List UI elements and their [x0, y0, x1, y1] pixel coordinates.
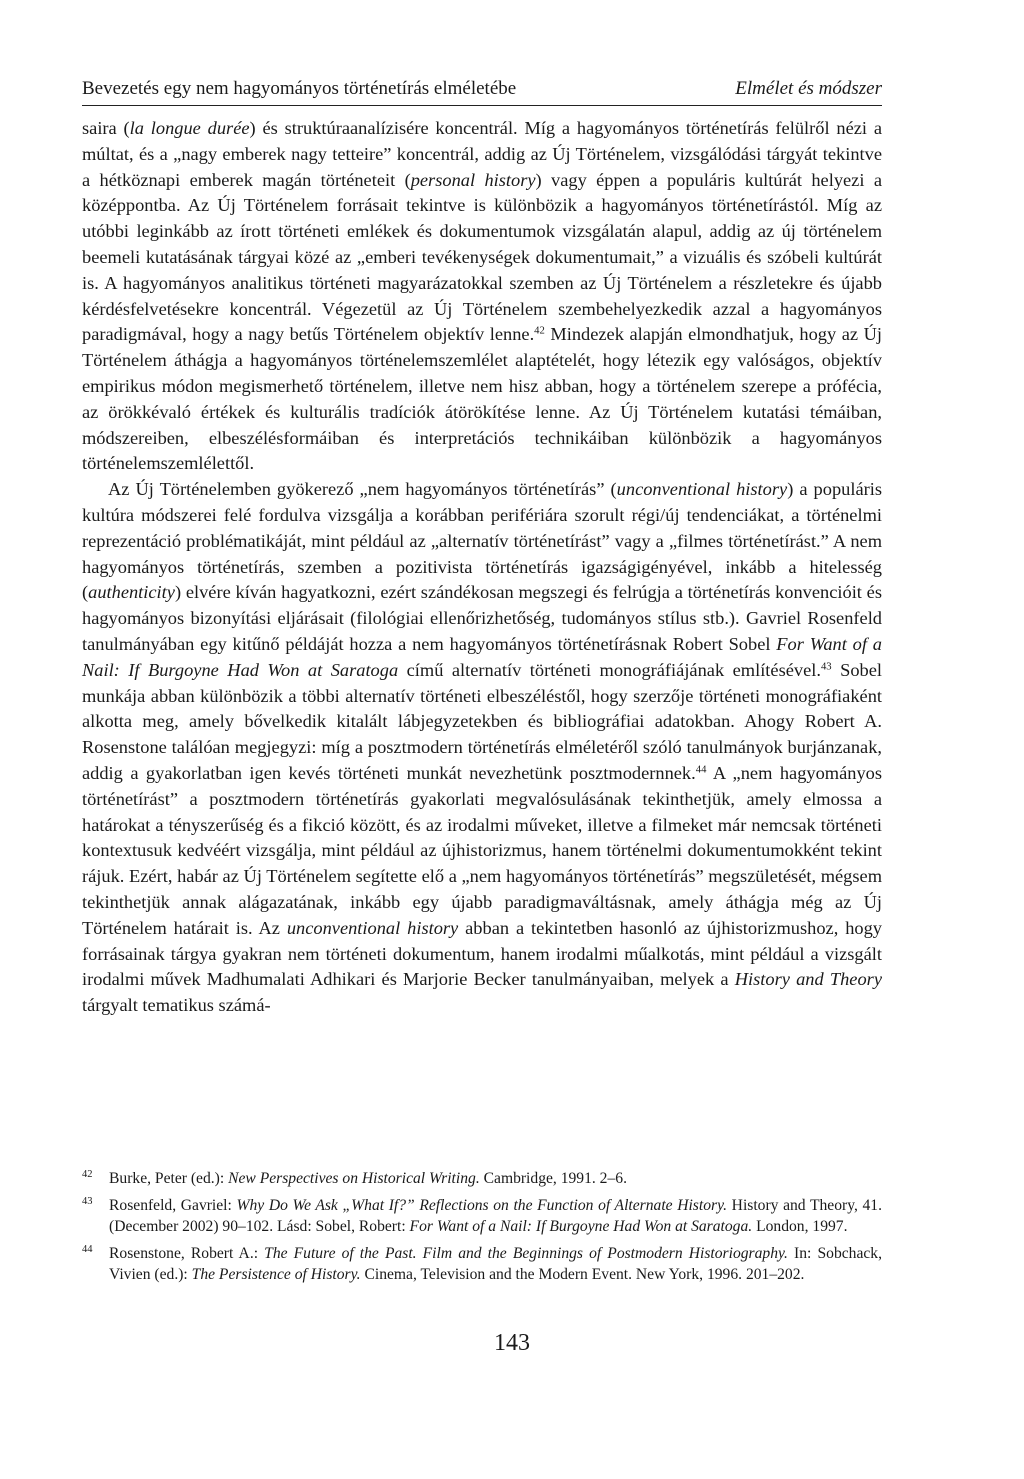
running-head-title: Bevezetés egy nem hagyományos történetírás elméletébe: [82, 78, 517, 99]
footnotes: [82, 1168, 882, 1291]
text-run: Cinema, Television and the Modern Event. New York, 1996. 201–202.: [360, 1266, 805, 1283]
footnote-ref: 43: [820, 660, 832, 673]
footnote-number: 42: [82, 1169, 93, 1180]
text-run: ) vagy éppen a populáris kultúrát helyezi a középpontba. Az Új Történelem forrásait tekintve is különbözik a hagyományos történetírástól. Míg az utóbbi leginkább az írott történeti emlékek és dokumentumok vizsgálatán alapul, addig az új történelem beemeli kutatásának tárgyai közé az „emberi tevékenységek dokumentumait,” a vizuális és szóbeli kultúrát is. A hagyományos analitikus történeti magyarázatokkal szemben az Új Történelem a részletekre és újabb kérdésfelvetésekre koncentrál. Végezetül az Új Történelem szembehelyezkedik azzal a hagyományos paradigmával, hogy a nagy betűs Történelem objektív lenne.: [82, 169, 882, 345]
text-run: ) elvére kíván hagyatkozni, ezért szándékosan megszegi és felrúgja a történetírás konvencióit és hagyományos bizonyítási eljárásait (filológiai ellenőrizhetőség, tudományos stílus stb.). Gavriel Rosenfeld tanulmányában egy kitűnő példáját hozza a nem hagyományos történetírásnak Robert Sobel: [82, 582, 882, 654]
paragraph: [82, 116, 882, 477]
footnote-number: 43: [82, 1196, 93, 1207]
text-run: Rosenstone, Robert A.:: [109, 1245, 265, 1262]
italic-text: personal history: [410, 169, 536, 190]
text-run: Mindezek alapján elmondhatjuk, hogy az Új Történelem áthágja a hagyományos történelemszemlélet alaptételét, hogy létezik egy valóságos, objektív empirikus módon megismerhető történelem, illetve nem hisz abban, hogy a történelem szerepe a prófécia, az örökkévaló értékek és kulturális tradíciók átörökítése lenne. Az Új Történelem kutatási témáiban, módszereiben, elbeszélésformáiban és interpretációs technikáiban különbözik a hagyományos történelemszemlélettől.: [82, 324, 882, 474]
italic-text: For Want of a Nail: If Burgoyne Had Won at Saratoga: [82, 633, 882, 680]
text-run: Rosenfeld, Gavriel:: [109, 1197, 237, 1214]
text-run: ) a populáris kultúra módszerei felé fordulva vizsgálja a korábban perifériára szorult régi/új tendenciákat, a történelmi reprezentáció problématikáját, mint például az „alternatív történetírást” vagy a „filmes történetírást.” A nem hagyományos történetírás, szemben a pozitivista történetírás igazságigényével, inkább a hitelesség (: [82, 479, 882, 603]
paragraph: [82, 477, 882, 1019]
italic-text: The Future of the Past. Film and the Beginnings of Postmodern Historiography.: [264, 1245, 788, 1262]
footnote-text: [109, 1245, 882, 1283]
text-run: tárgyalt tematikus számá-: [82, 995, 271, 1016]
text-run: abban a tekintetben hasonló az újhistorizmushoz, hogy forrásainak tárgya gyakran nem történeti dokumentum, hanem irodalmi műalkotás, mint például a vizsgált irodalmi művek Madhumalati Adhikari és Marjorie Becker tanulmányaiban, melyek a: [82, 917, 882, 990]
text-run: Burke, Peter (ed.):: [109, 1170, 229, 1187]
italic-text: unconventional history: [616, 479, 788, 500]
text-run: London, 1997.: [752, 1218, 848, 1235]
footnote: [82, 1243, 882, 1285]
italic-text: la longue durée: [129, 118, 250, 138]
footnote-number: 44: [82, 1244, 93, 1255]
text-run: Cambridge, 1991. 2–6.: [479, 1170, 627, 1187]
text-run: In: Sobchack, Vivien (ed.):: [109, 1245, 882, 1283]
italic-text: The Persistence of History.: [191, 1266, 361, 1283]
text-run: Sobel munkája abban különbözik a többi alternatív történeti elbeszéléstől, hogy szerzője történeti monográfiaként alkotta meg, amely bővelkedik kitalált lábjegyzetekben és bibliográfiai adatokban. Ahogy Robert A. Rosenstone találóan megjegyzi: míg a posztmodern történetírás elméletéről szóló tanulmányok burjánzanak, addig a gyakorlatban igen kevés történeti munkát nevezhetünk posztmodernnek.: [82, 659, 882, 783]
text-run: saira (: [82, 118, 130, 138]
page-number: 143: [494, 1330, 530, 1356]
footnote: [82, 1168, 882, 1189]
text-run: Az Új Történelemben gyökerező „nem hagyományos történetírás” (: [108, 479, 617, 500]
text-run: című alternatív történeti monográfiájának említésével.: [398, 659, 821, 680]
italic-text: For Want of a Nail: If Burgoyne Had Won at Saratoga.: [409, 1218, 753, 1235]
book-page: [82, 72, 882, 1019]
footnote-ref: 42: [534, 324, 545, 337]
italic-text: History and Theory: [734, 969, 882, 990]
text-run: History and Theory, 41. (December 2002) 90–102. Lásd: Sobel, Robert:: [109, 1197, 882, 1235]
footnote-text: [109, 1170, 627, 1187]
footnote-text: [109, 1197, 882, 1235]
footnote-ref: 44: [695, 763, 707, 776]
running-head: [82, 72, 882, 106]
italic-text: Why Do We Ask „What If?” Reflections on the Function of Alternate History.: [236, 1197, 728, 1214]
running-head-section: Elmélet és módszer: [735, 78, 882, 99]
footnote: [82, 1195, 882, 1237]
italic-text: authenticity: [88, 582, 175, 603]
text-run: ) és struktúraanalízisére koncentrál. Míg a hagyományos történetírás felülről nézi a múltat, és a „nagy emberek nagy tetteire” koncentrál, addig az Új Történelem, vizsgálódási tárgyát tekintve a hétköznapi emberek magán történeteit (: [82, 118, 882, 190]
body-text: [82, 116, 882, 1019]
italic-text: unconventional history: [286, 917, 459, 938]
italic-text: New Perspectives on Historical Writing.: [228, 1170, 480, 1187]
text-run: A „nem hagyományos történetírást” a posztmodern történetírás gyakorlati megvalósulásának tekinthetjük, amely elmossa a határokat a tényszerűség és a fikció között, és az irodalmi műveket, illetve a filmeket már nemcsak történeti kontextusuk kedvéért vizsgálja, mint például az újhistorizmus, hanem történelmi dokumentumokként tekint rájuk. Ezért, habár az Új Történelem segítette elő a „nem hagyományos történetírás” megszületését, mégsem tekinthetjük annak alágazatának, inkább egy újabb paradigmaváltásnak, amely áthágja még az Új Történelem határait is. Az: [82, 762, 882, 938]
